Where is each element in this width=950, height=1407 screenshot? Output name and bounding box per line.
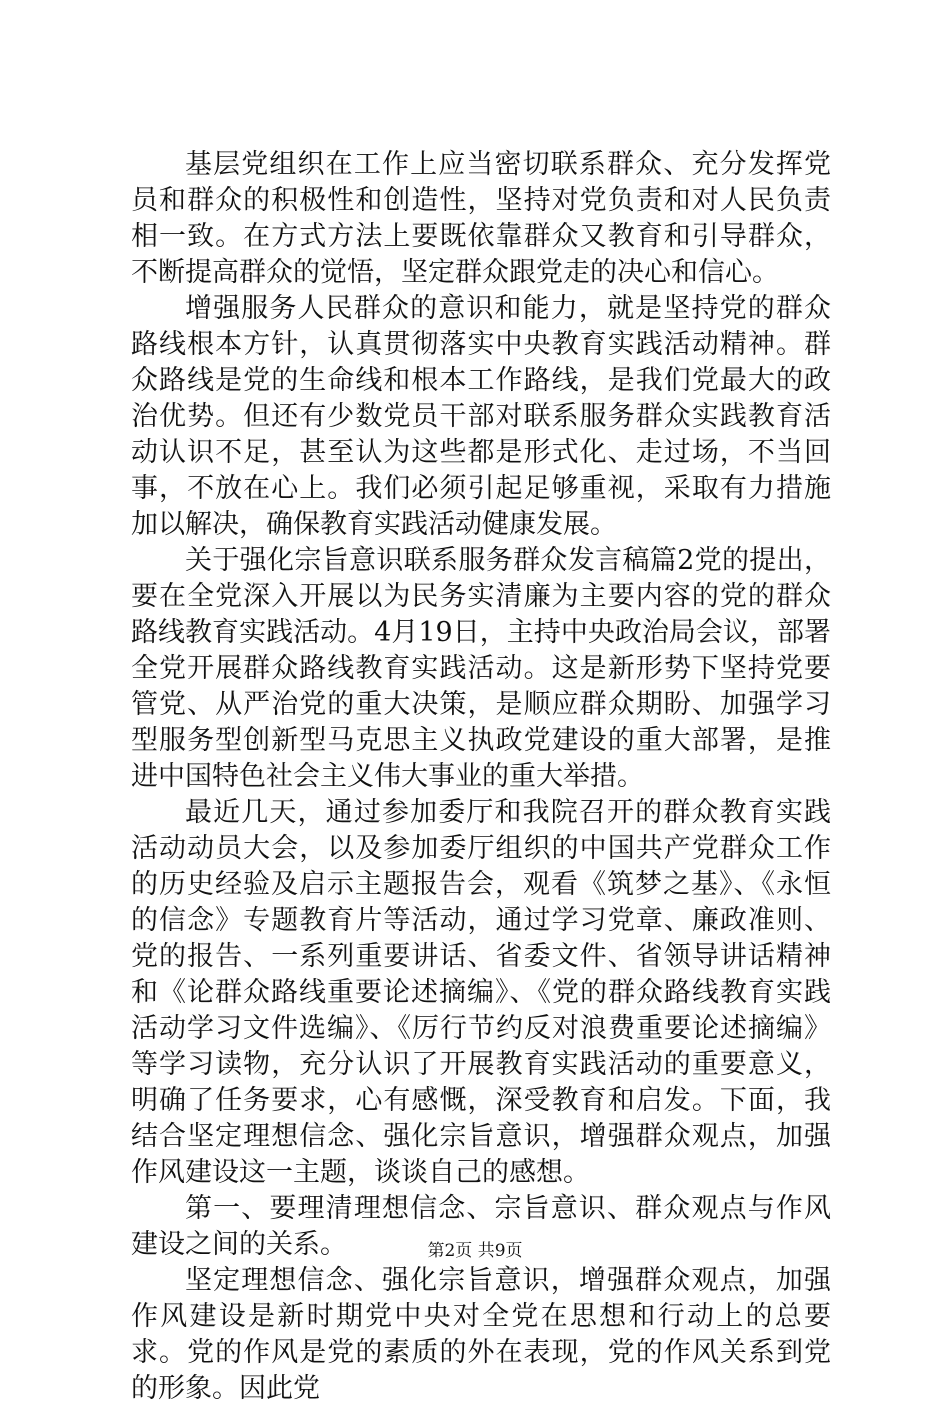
page-number-footer: 第2页 共9页	[427, 1241, 523, 1261]
paragraph: 关于强化宗旨意识联系服务群众发言稿篇2党的提出，要在全党深入开展以为民务实清廉为主要内容的党的群众路线教育实践活动。4月19日，主持中央政治局会议，部署全党开展群众路线教育实践活动。这是新形势下坚持党要管党、从严治党的重大决策，是顺应群众期盼、加强学习型服务型创新型马克思主义执政党建设的重大部署，是推进中国特色社会主义伟大事业的重大举措。	[131, 545, 831, 792]
paragraph: 最近几天，通过参加委厅和我院召开的群众教育实践活动动员大会，以及参加委厅组织的中国共产党群众工作的历史经验及启示主题报告会，观看《筑梦之基》、《永恒的信念》专题教育片等活动，通过学习党章、廉政准则、党的报告、一系列重要讲话、省委文件、省领导讲话精神和《论群众路线重要论述摘编》、《党的群众路线教育实践活动学习文件选编》、《厉行节约反对浪费重要论述摘编》等学习读物，充分认识了开展教育实践活动的重要意义，明确了任务要求，心有感慨，深受教育和启发。下面，我结合坚定理想信念、强化宗旨意识，增强群众观点，加强作风建设这一主题，谈谈自己的感想。	[131, 797, 831, 1188]
paragraph: 增强服务人民群众的意识和能力，就是坚持党的群众路线根本方针，认真贯彻落实中央教育实践活动精神。群众路线是党的生命线和根本工作路线，是我们党最大的政治优势。但还有少数党员干部对联系服务群众实践教育活动认识不足，甚至认为这些都是形式化、走过场，不当回事，不放在心上。我们必须引起足够重视，采取有力措施加以解决，确保教育实践活动健康发展。	[131, 293, 831, 540]
paragraph: 坚定理想信念、强化宗旨意识，增强群众观点，加强作风建设是新时期党中央对全党在思想和行动上的总要求。党的作风是党的素质的外在表现，党的作风关系到党的形象。因此党	[131, 1265, 831, 1404]
paragraph: 基层党组织在工作上应当密切联系群众、充分发挥党员和群众的积极性和创造性，坚持对党负责和对人民负责相一致。在方式方法上要既依靠群众又教育和引导群众，不断提高群众的觉悟，坚定群众跟党走的决心和信心。	[131, 149, 831, 288]
paragraph: 第一、要理清理想信念、宗旨意识、群众观点与作风建设之间的关系。	[131, 1193, 831, 1260]
document-body	[131, 147, 831, 1407]
